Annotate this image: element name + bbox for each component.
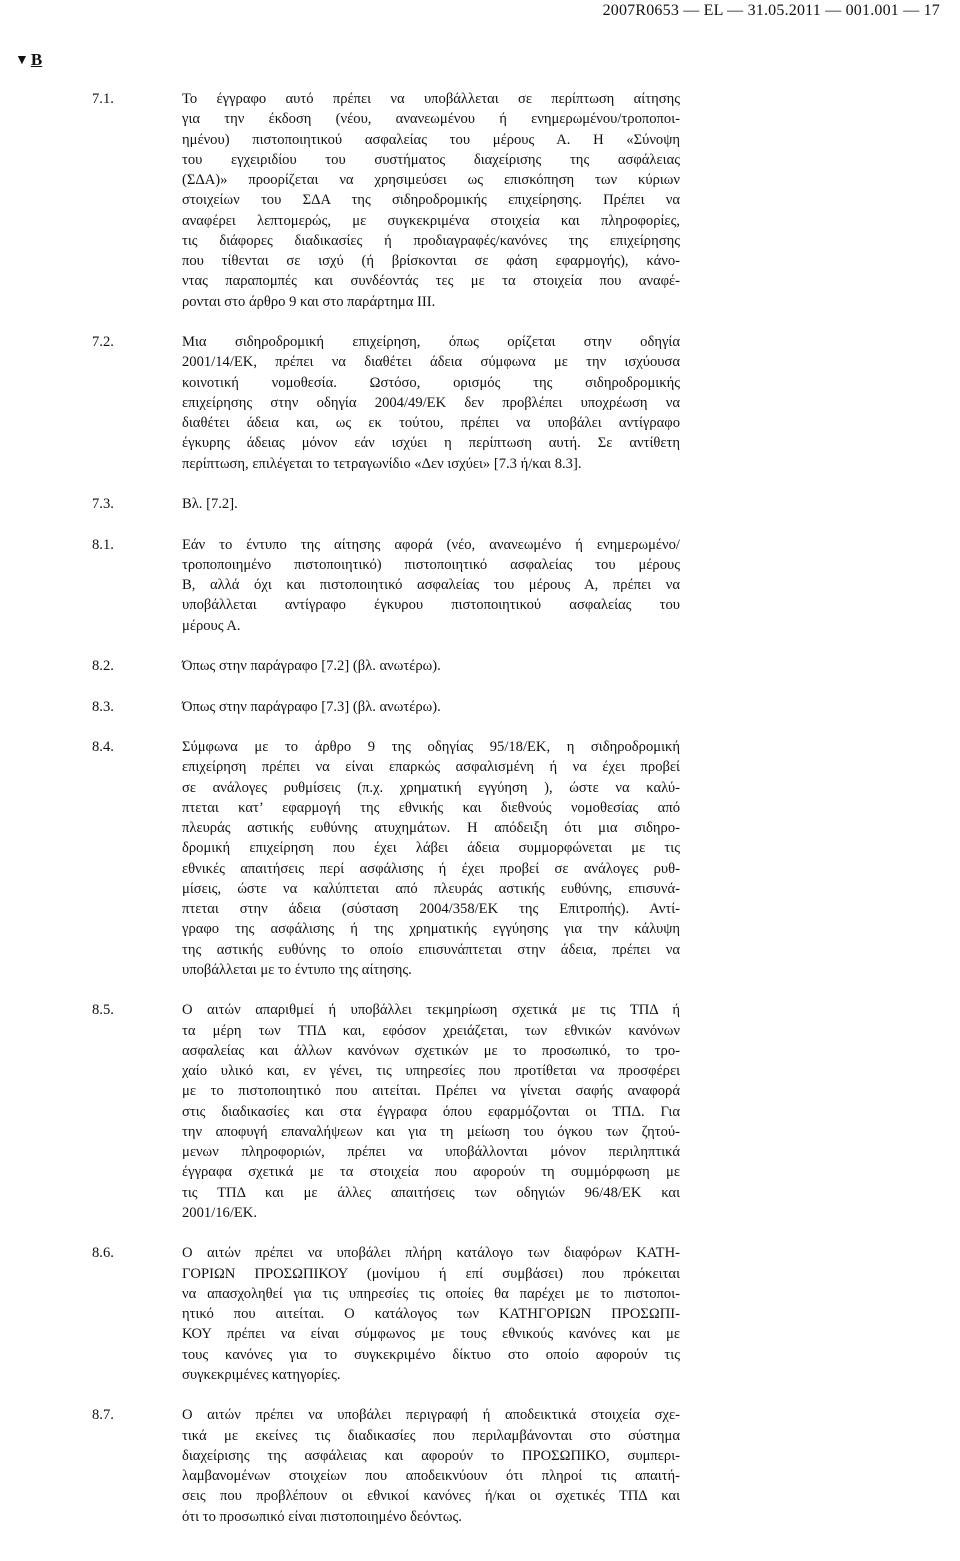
paragraph-8-2 <box>92 656 680 676</box>
paragraph-8-7 <box>92 1405 680 1527</box>
text-line: διαθέτει άδεια και, ως εκ τούτου, πρέπει να υποβάλει αντίγραφο <box>182 415 680 431</box>
text-line: κοινοτική νομοθεσία. Ωστόσο, ορισμός της σιδηροδρομικής <box>182 374 680 391</box>
text-line: πτεται στην άδεια (σύσταση 2004/358/ΕΚ της Επιτροπής). Αντί- <box>182 901 680 917</box>
text-line: Σύμφωνα με το άρθρο 9 της οδηγίας 95/18/ΕΚ, η σιδηροδρομική <box>182 739 680 755</box>
text-line: Όπως στην παράγραφο [7.3] (βλ. ανωτέρω). <box>182 698 441 715</box>
paragraph-number: 7.3. <box>92 496 114 512</box>
paragraph-text <box>182 737 680 980</box>
text-line: αναφέρει λεπτομερώς, με συγκεκριμένα στοιχεία και πληροφορίες, <box>182 212 680 229</box>
text-line: Ο αιτών πρέπει να υποβάλει περιγραφή ή αποδεικτικά στοιχεία σχε- <box>182 1407 680 1424</box>
text-line: ότι το προσωπικό είναι πιστοποιημένο δεόντως. <box>182 1508 462 1525</box>
text-line: επιχείρησης στην οδηγία 2004/49/ΕΚ δεν προβλέπει υποχρέωση να <box>182 394 680 411</box>
paragraph-number: 8.6. <box>92 1245 114 1262</box>
paragraph-text <box>182 89 680 312</box>
text-line: εθνικές απαιτήσεις περί ασφάλισης ή έχει προβεί σε ανάλογες ρυθ- <box>182 860 680 877</box>
text-line: μίσεις, ώστε να καλύπτεται από πλευράς αστικής ευθύνης, επισυνά- <box>182 880 680 897</box>
text-line: τικά με εκείνες τις διαδικασίες που περιλαμβάνονται στο σύστημα <box>182 1427 680 1444</box>
text-line: χαίο υλικό και, εν γένει, τις υπηρεσίες που προτίθεται να προσφέρει <box>182 1063 680 1079</box>
text-line: περίπτωση, επιλέγεται το τετραγωνίδιο «Δεν ισχύει» [7.3 ή/και 8.3]. <box>182 455 582 472</box>
paragraph-number: 8.1. <box>92 536 114 553</box>
document-body <box>92 89 680 1547</box>
text-line: μέρους Α. <box>182 617 241 634</box>
paragraph-text <box>182 656 680 676</box>
text-line: ΚΟΥ πρέπει να είναι σύμφωνος με τους εθνικούς κανόνες και με <box>182 1326 680 1343</box>
paragraph-text <box>182 494 680 514</box>
text-line: μενων πληροφοριών, πρέπει να υποβάλλονται μόνον περιληπτικά <box>182 1144 680 1160</box>
text-line: έγγραφα σχετικά με τα στοιχεία που αφορούν τη συμμόρφωση με <box>182 1164 680 1181</box>
paragraph-text <box>182 1405 680 1527</box>
text-line: που τίθενται σε ισχύ (ή βρίσκονται σε φάση εφαρμογής), κάνο- <box>182 253 680 269</box>
text-line: λαμβανομένων στοιχείων που αποδεικνύουν ότι πληροί τις απαιτή- <box>182 1468 680 1484</box>
text-line: επιχείρηση πρέπει να είναι επαρκώς ασφαλισμένη ή να έχει προβεί <box>182 759 680 776</box>
paragraph-8-4 <box>92 737 680 980</box>
document-reference-header: 2007R0653 — EL — 31.05.2011 — 001.001 — 17 <box>602 2 940 19</box>
text-line: ητικό που αιτείται. Ο κατάλογος των ΚΑΤΗΓΟΡΙΩΝ ΠΡΟΣΩΠΙ- <box>182 1306 680 1322</box>
text-line: με το πιστοποιητικό που αιτείται. Πρέπει να γίνεται σαφής αναφορά <box>182 1083 680 1100</box>
text-line: τις διάφορες διαδικασίες ή προδιαγραφές/κανόνες της επιχείρησης <box>182 232 680 249</box>
text-line: (ΣΔΑ)» προορίζεται να χρησιμεύσει ως επισκόπηση των κύριων <box>182 172 680 188</box>
text-line: υποβάλλεται με το έντυπο της αίτησης. <box>182 961 412 978</box>
text-line: ντας παραπομπές και συνδέοντάς τες με τα στοιχεία που αναφέ- <box>182 273 680 290</box>
text-line: σεις που προβλέπουν οι εθνικοί κανόνες ή/και οι σχετικές ΤΠΔ και <box>182 1488 680 1505</box>
amendment-marker <box>15 50 42 70</box>
text-line: Το έγγραφο αυτό πρέπει να υποβάλλεται σε περίπτωση αίτησης <box>182 91 680 107</box>
text-line: Εάν το έντυπο της αίτησης αφορά (νέο, ανανεωμένο ή ενημερωμένο/ <box>182 536 680 553</box>
text-line: Ο αιτών απαριθμεί ή υποβάλλει τεκμηρίωση σχετικά με τις ΤΠΔ ή <box>182 1002 680 1019</box>
paragraph-number: 7.1. <box>92 91 114 107</box>
paragraph-8-1 <box>92 535 680 636</box>
text-line: 2001/16/ΕΚ. <box>182 1204 257 1221</box>
text-line: γραφο της ασφάλισης ή της χρηματικής εγγύησης για την κάλυψη <box>182 921 680 938</box>
text-line: Μια σιδηροδρομική επιχείρηση, όπως ορίζεται στην οδηγία <box>182 334 680 350</box>
text-line: 2001/14/ΕΚ, πρέπει να διαθέτει άδεια σύμφωνα με την ισχύουσα <box>182 354 680 371</box>
text-line: σε ανάλογες ρυθμίσεις (π.χ. χρηματική εγγύηση ), ώστε να καλύ- <box>182 779 680 796</box>
text-line: να απασχοληθεί για τις υπηρεσίες τις οποίες θα παρέχει με το πιστοποι- <box>182 1285 680 1302</box>
triangle-down-icon: ▼ <box>15 53 29 68</box>
text-line: τους κανόνες για το συγκεκριμένο δίκτυο στο οποίο αφορούν τις <box>182 1346 680 1363</box>
text-line: υποβάλλεται αντίγραφο έγκυρου πιστοποιητικού ασφαλείας του <box>182 597 680 614</box>
text-line: Βλ. [7.2]. <box>182 496 238 512</box>
paragraph-text <box>182 535 680 636</box>
text-line: την αποφυγή επαναλήψεων και για τη μείωση του όγκου των ζητού- <box>182 1123 680 1140</box>
paragraph-7-2 <box>92 332 680 474</box>
text-line: στοιχείων του ΣΔΑ της σιδηροδρομικής επιχείρησης. Πρέπει να <box>182 192 680 209</box>
text-line: έγκυρης άδειας μόνον εάν ισχύει η περίπτωση αυτή. Σε αντίθετη <box>182 435 680 452</box>
paragraph-text <box>182 1243 680 1385</box>
text-line: ρονται στο άρθρο 9 και στο παράρτημα ΙΙΙ. <box>182 293 436 310</box>
text-line: συγκεκριμένες κατηγορίες. <box>182 1366 341 1383</box>
text-line: διαχείρισης της ασφάλειας και αφορούν το ΠΡΟΣΩΠΙΚΟ, συμπερι- <box>182 1447 680 1464</box>
paragraph-number: 8.7. <box>92 1407 114 1424</box>
paragraph-text <box>182 697 680 717</box>
paragraph-number: 7.2. <box>92 334 114 350</box>
text-line: της αστικής ευθύνης το οποίο επισυνάπτεται στην άδεια, πρέπει να <box>182 941 680 958</box>
paragraph-7-1 <box>92 89 680 312</box>
amendment-marker-label: B <box>30 50 43 69</box>
text-line: Β, αλλά όχι και πιστοποιητικό ασφαλείας του μέρους Α, πρέπει να <box>182 577 680 593</box>
text-line: του εγχειριδίου του συστήματος διαχείρισης της ασφάλειας <box>182 151 680 168</box>
paragraph-7-3 <box>92 494 680 514</box>
text-line: Ο αιτών πρέπει να υποβάλει πλήρη κατάλογο των διαφόρων ΚΑΤΗ- <box>182 1245 680 1262</box>
text-line: τα μέρη των ΤΠΔ και, εφόσον χρειάζεται, των εθνικών κανόνων <box>182 1022 680 1039</box>
paragraph-8-3 <box>92 697 680 717</box>
paragraph-8-6 <box>92 1243 680 1385</box>
paragraph-number: 8.2. <box>92 658 114 674</box>
paragraph-text <box>182 1000 680 1223</box>
text-line: τροποποιημένο πιστοποιητικό) πιστοποιητικό ασφαλείας του μέρους <box>182 556 680 573</box>
text-line: τις ΤΠΔ και με άλλες απαιτήσεις των οδηγιών 96/48/ΕΚ και <box>182 1184 680 1201</box>
paragraph-number: 8.5. <box>92 1002 114 1019</box>
text-line: πλευράς αστικής ευθύνης ατυχημάτων. Η απόδειξη ότι μια σιδηρο- <box>182 820 680 836</box>
text-line: ασφαλείας και άλλων κανόνων σχετικών με το προσωπικό, το τρο- <box>182 1042 680 1059</box>
text-line: για την έκδοση (νέου, ανανεωμένου ή ενημερωμένου/τροποποι- <box>182 111 680 128</box>
paragraph-8-5 <box>92 1000 680 1223</box>
paragraph-number: 8.3. <box>92 698 114 715</box>
paragraph-number: 8.4. <box>92 739 114 755</box>
text-line: πτεται κατ’ εφαρμογή της εθνικής και διεθνούς νομοθεσίας από <box>182 799 680 816</box>
text-line: στις διαδικασίες και στα έγγραφα όπου εφαρμόζονται οι ΤΠΔ. Για <box>182 1103 680 1120</box>
text-line: δρομική επιχείρηση που έχει λάβει άδεια συμμορφώνεται με τις <box>182 840 680 857</box>
text-line: ΓΟΡΙΩΝ ΠΡΟΣΩΠΙΚΟΥ (μονίμου ή επί συμβάσει) που πρόκειται <box>182 1265 680 1282</box>
paragraph-text <box>182 332 680 474</box>
text-line: Όπως στην παράγραφο [7.2] (βλ. ανωτέρω). <box>182 658 441 674</box>
text-line: ημένου) πιστοποιητικού ασφαλείας του μέρους Α. Η «Σύνοψη <box>182 131 680 148</box>
